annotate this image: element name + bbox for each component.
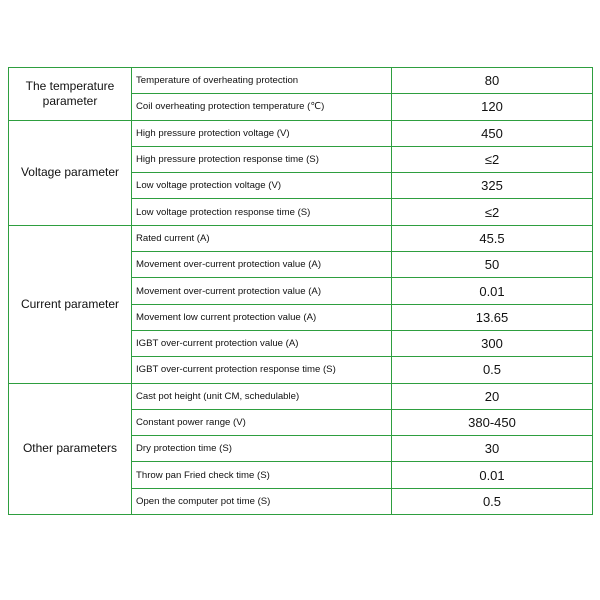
param-value: 80 <box>392 68 593 94</box>
param-value: 20 <box>392 383 593 409</box>
param-value: 0.5 <box>392 488 593 514</box>
table-row <box>9 383 593 409</box>
group-label-other: Other parameters <box>9 383 132 514</box>
param-value: 0.01 <box>392 278 593 304</box>
param-value: 450 <box>392 120 593 146</box>
param-name: Open the computer pot time (S) <box>132 488 392 514</box>
param-name: Dry protection time (S) <box>132 436 392 462</box>
param-name: Coil overheating protection temperature (℃) <box>132 94 392 120</box>
param-name: Movement low current protection value (A) <box>132 304 392 330</box>
param-name: High pressure protection response time (S) <box>132 146 392 172</box>
param-value: ≤2 <box>392 146 593 172</box>
param-value: 30 <box>392 436 593 462</box>
param-name: High pressure protection voltage (V) <box>132 120 392 146</box>
group-label-temperature: The temperature parameter <box>9 68 132 121</box>
param-value: 300 <box>392 330 593 356</box>
table-row <box>9 120 593 146</box>
group-label-current: Current parameter <box>9 225 132 383</box>
param-name: Constant power range (V) <box>132 409 392 435</box>
table-row <box>9 68 593 94</box>
param-name: Low voltage protection response time (S) <box>132 199 392 225</box>
param-value: ≤2 <box>392 199 593 225</box>
param-value: 325 <box>392 173 593 199</box>
param-name: Movement over-current protection value (A) <box>132 278 392 304</box>
spec-table <box>8 67 593 515</box>
param-name: Cast pot height (unit CM, schedulable) <box>132 383 392 409</box>
param-name: IGBT over-current protection response time (S) <box>132 357 392 383</box>
param-value: 50 <box>392 252 593 278</box>
param-name: Temperature of overheating protection <box>132 68 392 94</box>
param-name: Low voltage protection voltage (V) <box>132 173 392 199</box>
param-name: Throw pan Fried check time (S) <box>132 462 392 488</box>
param-value: 45.5 <box>392 225 593 251</box>
param-value: 0.01 <box>392 462 593 488</box>
param-name: IGBT over-current protection value (A) <box>132 330 392 356</box>
param-value: 380-450 <box>392 409 593 435</box>
group-label-voltage: Voltage parameter <box>9 120 132 225</box>
param-value: 0.5 <box>392 357 593 383</box>
param-name: Movement over-current protection value (A) <box>132 252 392 278</box>
table-row <box>9 225 593 251</box>
param-value: 13.65 <box>392 304 593 330</box>
param-value: 120 <box>392 94 593 120</box>
param-name: Rated current (A) <box>132 225 392 251</box>
